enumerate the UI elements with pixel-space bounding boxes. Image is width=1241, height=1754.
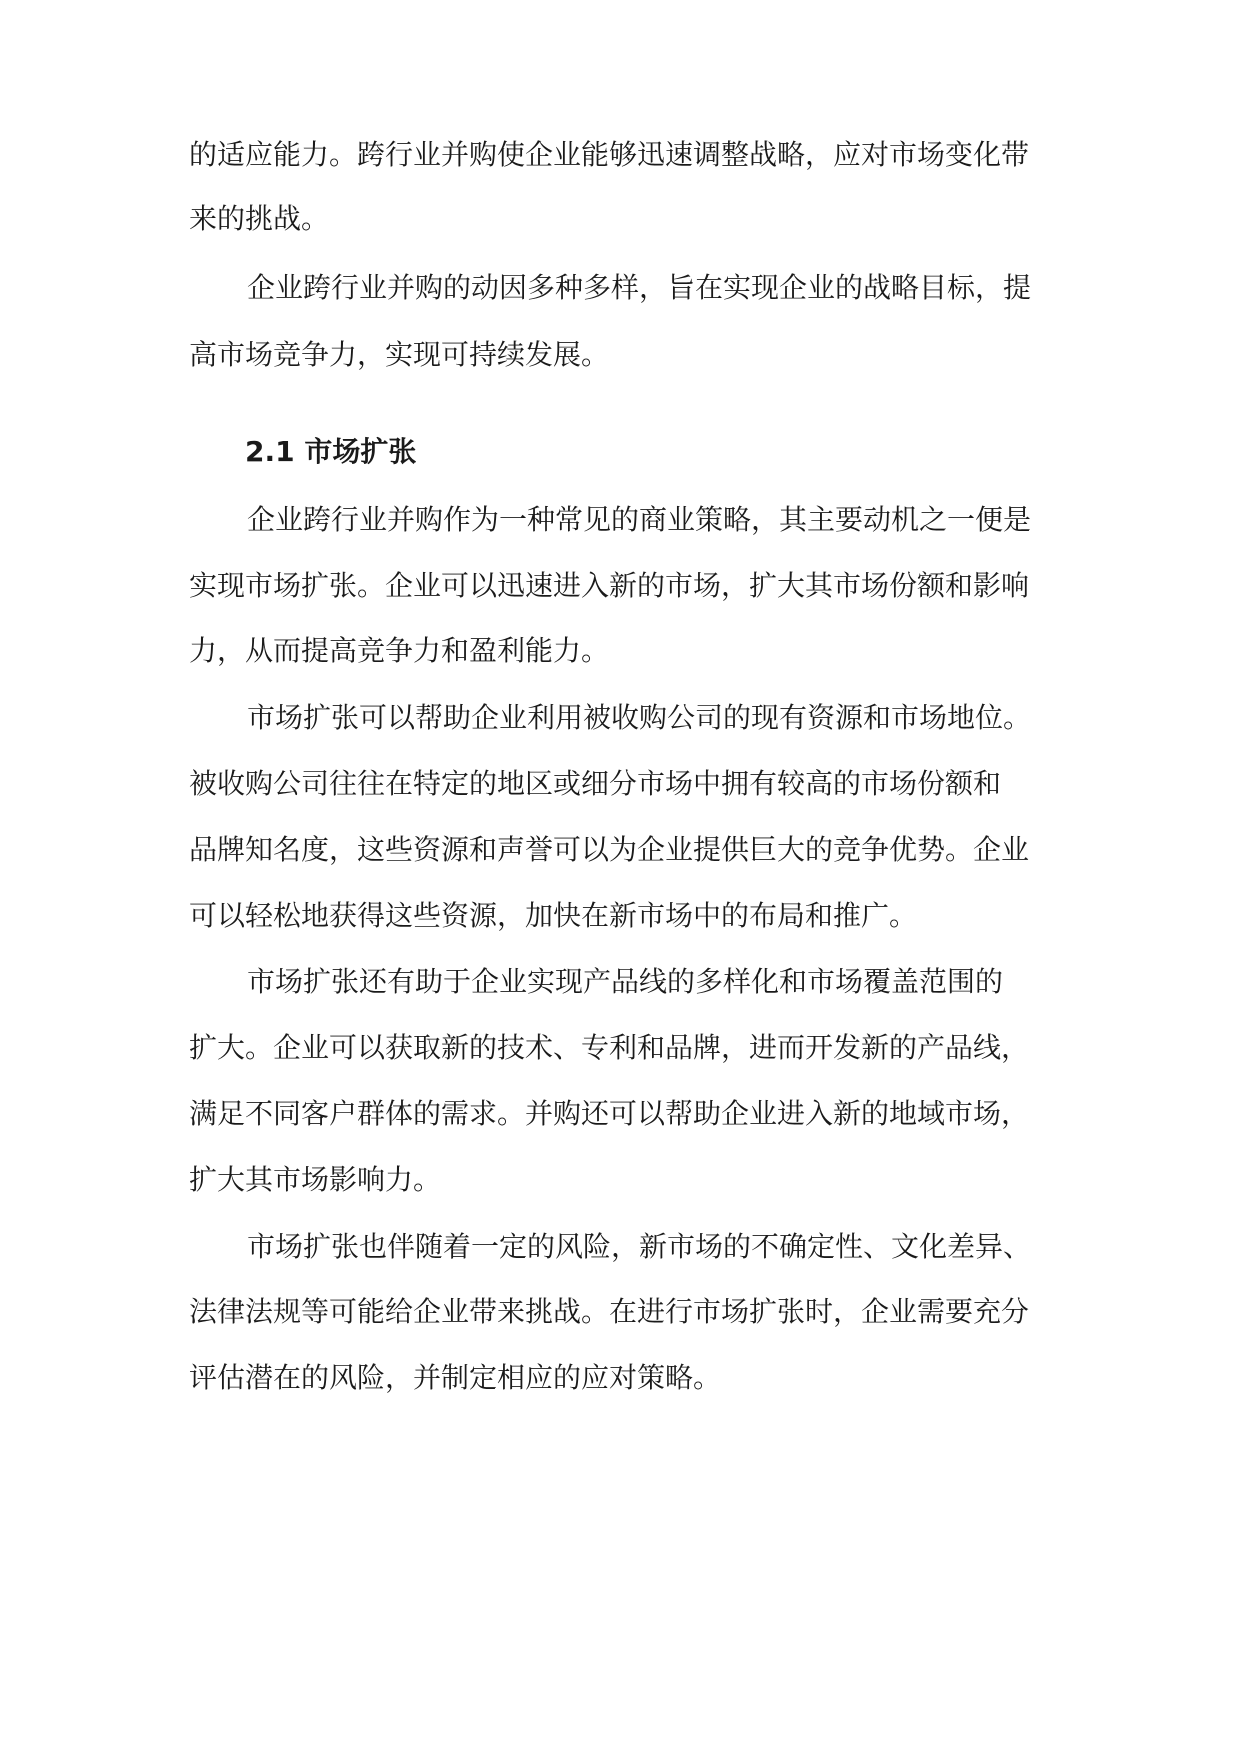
paragraph-line: 品牌知名度，这些资源和声誉可以为企业提供巨大的竞争优势。企业 [189, 833, 1030, 866]
paragraph-line: 高市场竞争力，实现可持续发展。 [189, 338, 610, 371]
paragraph-line: 力，从而提高竞争力和盈利能力。 [189, 634, 610, 667]
paragraph-line: 市场扩张可以帮助企业利用被收购公司的现有资源和市场地位。 [247, 701, 1032, 734]
paragraph-line: 扩大。企业可以获取新的技术、专利和品牌，进而开发新的产品线， [189, 1031, 1030, 1064]
paragraph-line: 的适应能力。跨行业并购使企业能够迅速调整战略，应对市场变化带 [189, 138, 1030, 171]
paragraph-line: 评估潜在的风险，并制定相应的应对策略。 [189, 1361, 722, 1394]
paragraph-line: 来的挑战。 [189, 202, 330, 235]
paragraph-line: 满足不同客户群体的需求。并购还可以帮助企业进入新的地域市场， [189, 1097, 1030, 1130]
paragraph-line: 扩大其市场影响力。 [189, 1163, 442, 1196]
paragraph-line: 市场扩张还有助于企业实现产品线的多样化和市场覆盖范围的 [247, 965, 1004, 998]
paragraph-line: 实现市场扩张。企业可以迅速进入新的市场，扩大其市场份额和影响 [189, 569, 1030, 602]
paragraph-line: 可以轻松地获得这些资源，加快在新市场中的布局和推广。 [189, 899, 918, 932]
paragraph-line: 被收购公司往往在特定的地区或细分市场中拥有较高的市场份额和 [189, 767, 1002, 800]
section-heading: 2.1 市场扩张 [245, 435, 417, 468]
paragraph-line: 企业跨行业并购的动因多种多样，旨在实现企业的战略目标，提 [247, 271, 1032, 304]
paragraph-line: 市场扩张也伴随着一定的风险，新市场的不确定性、文化差异、 [247, 1230, 1032, 1263]
paragraph-line: 法律法规等可能给企业带来挑战。在进行市场扩张时，企业需要充分 [189, 1295, 1030, 1328]
paragraph-line: 企业跨行业并购作为一种常见的商业策略，其主要动机之一便是 [247, 503, 1032, 536]
